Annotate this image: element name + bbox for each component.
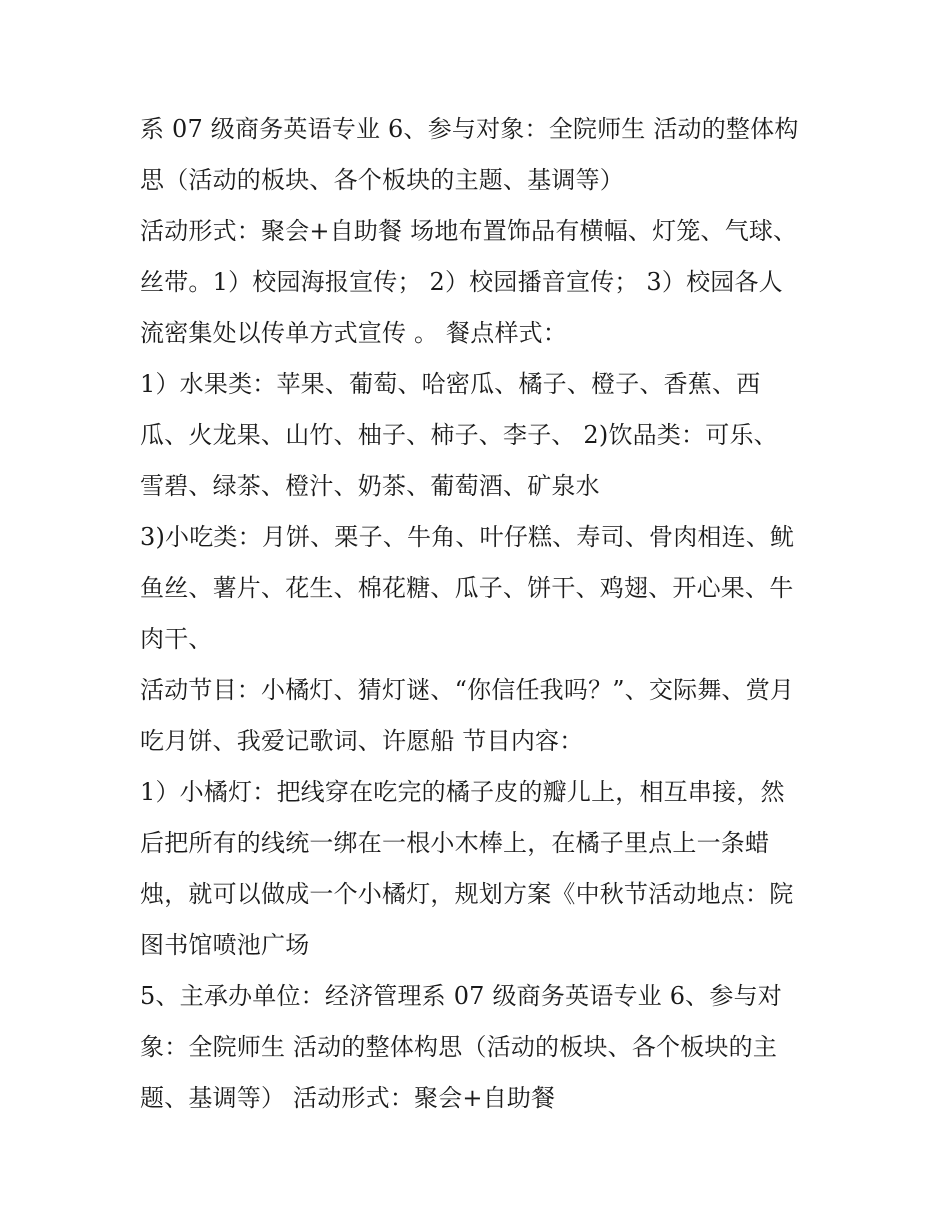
text-line: 鱼丝、薯片、花生、棉花糖、瓜子、饼干、鸡翅、开心果、牛 <box>140 574 794 602</box>
text-line: 瓜、火龙果、山竹、柚子、柿子、李子、 2)饮品类：可乐、 <box>140 421 778 449</box>
text-line: 活动形式：聚会+自助餐 场地布置饰品有横幅、灯笼、气球、 <box>140 217 798 245</box>
text-line: 1）小橘灯：把线穿在吃完的橘子皮的瓣儿上，相互串接，然 <box>140 778 785 806</box>
text-line: 活动节目：小橘灯、猜灯谜、“你信任我吗？”、交际舞、赏月 <box>140 676 795 704</box>
text-line: 肉干、 <box>140 625 213 653</box>
text-line: 5、主承办单位：经济管理系 07 级商务英语专业 6、参与对 <box>140 982 782 1010</box>
text-line: 题、基调等） 活动形式：聚会+自助餐 <box>140 1084 556 1112</box>
text-line: 后把所有的线统一绑在一根小木棒上，在橘子里点上一条蜡 <box>140 829 770 857</box>
text-line: 1）水果类：苹果、葡萄、哈密瓜、橘子、橙子、香蕉、西 <box>140 370 761 398</box>
text-line: 烛，就可以做成一个小橘灯，规划方案《中秋节活动地点：院 <box>140 880 794 908</box>
text-line: 吃月饼、我爱记歌词、许愿船 节目内容： <box>140 727 584 755</box>
text-line: 象：全院师生 活动的整体构思（活动的板块、各个板块的主 <box>140 1033 778 1061</box>
text-line: 流密集处以传单方式宣传 。 餐点样式： <box>140 319 568 347</box>
text-line: 雪碧、绿茶、橙汁、奶茶、葡萄酒、矿泉水 <box>140 472 600 500</box>
text-line: 系 07 级商务英语专业 6、参与对象：全院师生 活动的整体构 <box>140 115 799 143</box>
text-line: 3)小吃类：月饼、栗子、牛角、叶仔糕、寿司、骨肉相连、鱿 <box>140 523 795 551</box>
text-line: 思（活动的板块、各个板块的主题、基调等） <box>140 166 624 194</box>
text-line: 丝带。1）校园海报宣传； 2）校园播音宣传； 3）校园各人 <box>140 268 783 296</box>
text-line: 图书馆喷池广场 <box>140 931 310 959</box>
document-body <box>140 104 830 1124</box>
